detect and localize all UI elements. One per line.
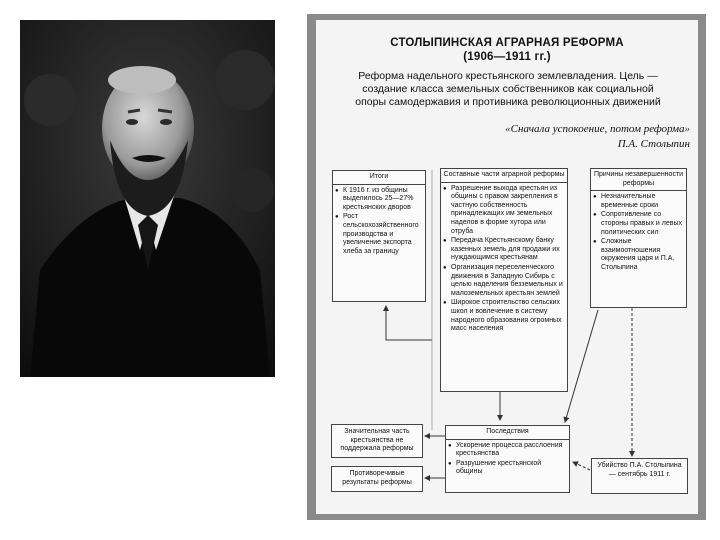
reform-goal: [330, 70, 686, 109]
reform-part-item: ● Разрешение выхода крестьян из общины с правом закрепления в частную собственность принадлежащих им земельных наделов в форме хутора или отруба: [451, 185, 564, 237]
causes-box: [590, 168, 687, 308]
cause-item: ● Незначительные временные сроки: [601, 193, 683, 210]
reform-part-item: ● Широкое строительство сельских школ и вовлечение в систему народного образования огромных масс населения: [451, 299, 564, 333]
cause-item: ● Сложные взаимоотношения окружения царя и П.А. Столыпина: [601, 238, 683, 272]
goal-line-3: опоры самодержавия и противника революционных движений: [355, 96, 661, 108]
goal-line-1: Реформа надельного крестьянского землевладения. Цель —: [358, 70, 658, 82]
consequences-list: [446, 440, 569, 480]
peasants-box: [331, 424, 423, 458]
title-line-2: (1906—1911 гг.): [463, 51, 551, 63]
reform-part-item: ● Передача Крестьянскому банку казенных земель для продажи их нуждающимся крестьянам: [451, 237, 564, 263]
goal-line-2: создание класса земельных собственников как социальной: [362, 83, 654, 95]
results-item: ● Рост сельскохозяйственного производства и увеличение экспорта хлеба за границу: [343, 213, 422, 256]
results-header: Итоги: [333, 171, 425, 185]
contradictory-results-text: Противоречивые результаты реформы: [342, 470, 412, 486]
portrait-photo: [20, 20, 275, 377]
results-list: [333, 185, 425, 260]
portrait-figure: [20, 20, 275, 377]
consequences-box: [445, 425, 570, 493]
reform-parts-list: [441, 183, 567, 337]
page-title: [316, 36, 698, 64]
results-box: [332, 170, 426, 302]
causes-list: [591, 191, 686, 275]
murder-text: Убийство П.А. Столыпина — сентябрь 1911 г.: [597, 462, 682, 478]
reform-part-item: ● Организация переселенческого движения в Западную Сибирь с целью наделения безземельных и малоземельных крестьян землей: [451, 264, 564, 298]
consequences-header: Последствия: [446, 426, 569, 440]
consequence-item: ● Ускорение процесса расслоения крестьянства: [456, 442, 566, 459]
quote-text: «Сначала успокоение, потом реформа»: [505, 123, 690, 135]
reform-parts-header: Составные части аграрной реформы: [441, 169, 567, 183]
consequence-item: ● Разрушение крестьянской общины: [456, 460, 566, 477]
results-item: ● К 1916 г. из общины выделилось 25—27% крестьянских дворов: [343, 187, 422, 213]
title-line-1: СТОЛЫПИНСКАЯ АГРАРНАЯ РЕФОРМА: [390, 37, 624, 49]
peasants-text: Значительная часть крестьянства не поддержала реформы: [340, 428, 414, 453]
murder-box: [591, 458, 688, 494]
quote-author: П.А. Столыпин: [617, 138, 690, 150]
reform-parts-box: [440, 168, 568, 392]
contradictory-results-box: [331, 466, 423, 492]
cause-item: ● Сопротивление со стороны правых и левых политических сил: [601, 211, 683, 237]
causes-header: Причины незавершенности реформы: [591, 169, 686, 191]
